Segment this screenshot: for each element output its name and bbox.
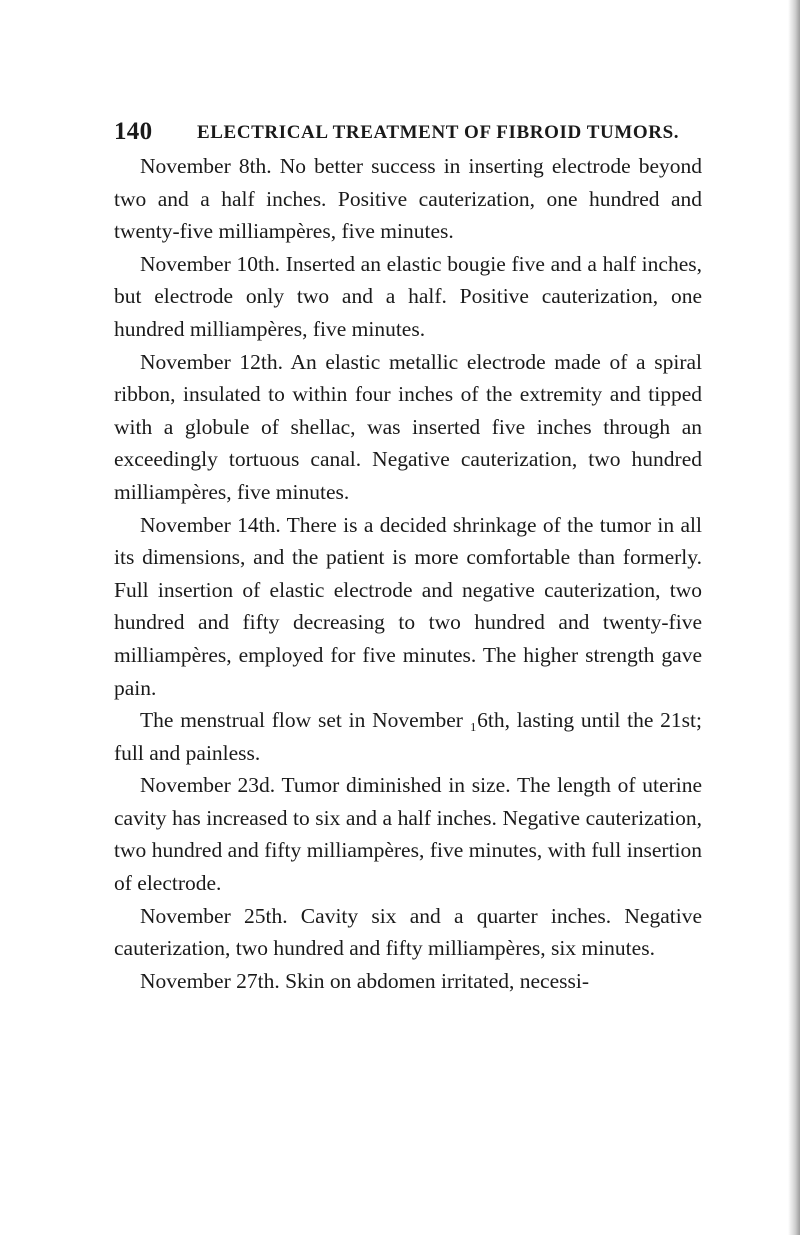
paragraph-november-10: November 10th. Inserted an elastic bougie five and a half inches, but electrode only two and a half. Positive cauterization, one hundred milliampères, five minutes.: [114, 251, 702, 341]
paragraph-november-23: November 23d. Tumor diminished in size. The length of uterine cavity has increased to six and a half inches. Negative cauterization, two hundred and fifty milliampères, five minutes, with full insertion of electrode.: [114, 773, 702, 896]
running-head: [114, 118, 704, 148]
paragraph-menstrual-flow: The menstrual flow set in November ₁6th, lasting until the 21st; full and painless.: [114, 708, 702, 765]
running-title: ELECTRICAL TREATMENT OF FIBROID TUMORS.: [197, 122, 680, 143]
paragraph-november-27: November 27th. Skin on abdomen irritated, necessi-: [140, 968, 590, 993]
paragraph-november-8: November 8th. No better success in inserting electrode beyond two and a half inches. Positive cauterization, one hundred and twenty-five milliampères, five minutes.: [114, 154, 702, 244]
page-number: 140: [114, 118, 153, 145]
paragraph-november-12: November 12th. An elastic metallic electrode made of a spiral ribbon, insulated to within four inches of the extremity and tipped with a globule of shellac, was inserted five inches through an exceedingly tortuous canal. Negative cauterization, two hundred milliampères, five minutes.: [114, 349, 702, 504]
paragraph-november-25: November 25th. Cavity six and a quarter inches. Negative cauterization, two hundred and fifty milliampères, six minutes.: [114, 903, 702, 961]
body-text: [114, 150, 702, 997]
paragraph-november-14: November 14th. There is a decided shrinkage of the tumor in all its dimensions, and the patient is more comfortable than formerly. Full insertion of elastic electrode and negative cauterization, two hundred and fifty decreasing to two hundred and twenty-five milliampères, employed for five minutes. The higher strength gave pain.: [114, 512, 702, 700]
page-edge-shadow: [788, 0, 800, 1235]
